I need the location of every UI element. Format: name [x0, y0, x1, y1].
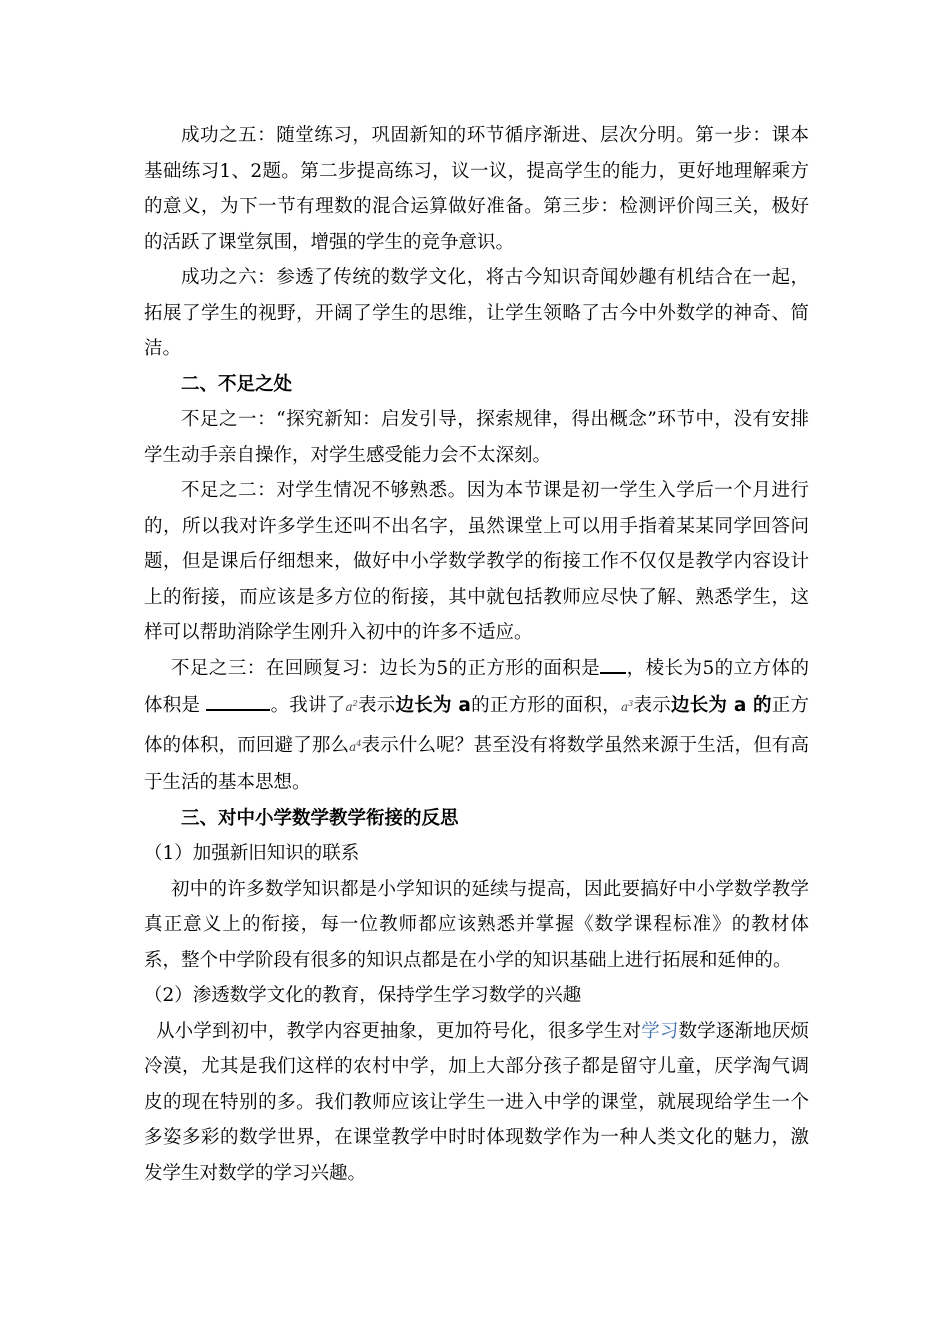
answer-blank — [600, 671, 626, 674]
section-heading-shortcomings: 二、不足之处 — [181, 373, 293, 395]
paragraph-reflection-2 — [144, 1014, 809, 1192]
text-run: 从小学到初中，教学内容更抽象，更加符号化，很多学生对 — [156, 1020, 642, 1042]
subheading-2: （2）渗透数学文化的教育，保持学生学习数学的兴趣 — [144, 985, 582, 1006]
document-body — [144, 118, 809, 1191]
text-run: 正方体的体积，而回避了那么 — [144, 695, 809, 756]
math-expression: $a^4$ — [349, 738, 362, 754]
bold-text: 边长为 a — [395, 695, 471, 716]
text-run: 表示什么呢？甚至没有将数学虽然来源于生活，但有高于生活的基本思想。 — [144, 734, 809, 793]
study-link[interactable]: 学习 — [641, 1020, 679, 1042]
bold-text: 边长为 a 的 — [670, 695, 772, 716]
math-expression: $a^3$ — [620, 699, 634, 714]
text-run: 。我讲了 — [270, 695, 346, 716]
text-run: 表示 — [633, 695, 671, 716]
math-expression: $a^2$ — [345, 699, 358, 714]
text-run: 数学逐渐地厌烦冷漠，尤其是我们这样的农村中学，加上大部分孩子都是留守儿童，厌学淘气调皮的现在特别的多。我们教师应该让学生一进入中学的课堂，就展现给学生一个多姿多彩的数学世界，在课堂教学中时时体现数学作为一种人类文化的魅力，激发学生对数学的学习兴趣。 — [144, 1020, 809, 1184]
text-run: 表示 — [357, 695, 396, 716]
paragraph-success-5: 成功之五：随堂练习，巩固新知的环节循序渐进、层次分明。第一步：课本基础练习1、2题。第二步提高练习，议一议，提高学生的能力，更好地理解乘方的意义，为下一节有理数的混合运算做好准备。第三步：检测评价闯三关，极好的活跃了课堂氛围，增强的学生的竞争意识。 — [144, 125, 809, 253]
text-run: 的正方形的面积， — [470, 695, 621, 716]
paragraph-shortcoming-1: 不足之一：“探究新知：启发引导，探索规律，得出概念”环节中，没有安排学生动手亲自操作，对学生感受能力会不太深刻。 — [144, 409, 809, 466]
paragraph-shortcoming-3 — [144, 651, 809, 801]
paragraph-reflection-1: 初中的许多数学知识都是小学知识的延续与提高，因此要搞好中小学数学教学真正意义上的衔接，每一位教师都应该熟悉并掌握《数学课程标准》的教材体系，整个中学阶段有很多的知识点都是在小学的知识基础上进行拓展和延伸的。 — [144, 878, 809, 971]
text-run: 不足之三：在回顾复习：边长为5的正方形的面积是 — [171, 657, 601, 679]
subheading-1: （1）加强新旧知识的联系 — [144, 843, 360, 864]
paragraph-success-6: 成功之六：参透了传统的数学文化，将古今知识奇闻妙趣有机结合在一起，拓展了学生的视野，开阔了学生的思维，让学生领略了古今中外数学的神奇、简洁。 — [144, 267, 809, 359]
answer-blank — [206, 708, 270, 711]
paragraph-shortcoming-2: 不足之二：对学生情况不够熟悉。因为本节课是初一学生入学后一个月进行的，所以我对许多学生还叫不出名字，虽然课堂上可以用手指着某某同学回答问题，但是课后仔细想来，做好中小学数学教学的衔接工作不仅仅是教学内容设计上的衔接，而应该是多方位的衔接，其中就包括教师应尽快了解、熟悉学生，这样可以帮助消除学生刚升入初中的许多不适应。 — [144, 480, 809, 643]
section-heading-reflection: 三、对中小学数学教学衔接的反思 — [181, 807, 459, 829]
text-run: ，棱长为5的立方体的体积是 — [144, 657, 809, 716]
